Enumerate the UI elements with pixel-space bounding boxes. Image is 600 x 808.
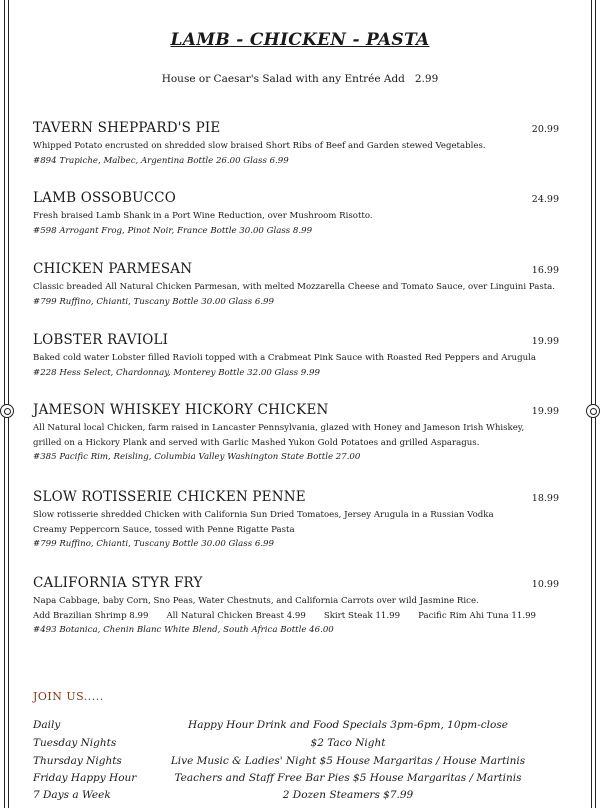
item-description-line: Slow rotisserie shredded Chicken with California Sun Dried Tomatoes, Jersey Arugula in a Russian Vodka: [33, 510, 494, 520]
menu-item-lamb-ossobucco: [33, 190, 563, 238]
item-name: JAMESON WHISKEY HICKORY CHICKEN: [33, 402, 329, 418]
item-description-line: grilled on a Hickory Plank and served with Garlic Mashed Yukon Gold Potatoes and grilled Asparagus.: [33, 437, 480, 448]
right-ornament-icon: [586, 404, 600, 418]
addon-chicken: All Natural Chicken Breast 4.99: [166, 610, 306, 621]
event-day: 7 Days a Week: [33, 789, 111, 801]
wine-pairing: #799 Ruffino, Chianti, Tuscany Bottle 30.00 Glass 6.99: [33, 539, 274, 549]
item-description: [33, 421, 563, 450]
event-day: Friday Happy Hour: [33, 772, 137, 784]
page-title: LAMB - CHICKEN - PASTA: [170, 30, 430, 50]
item-price: 18.99: [531, 493, 559, 504]
event-text: Live Music & Ladies' Night $5 House Margaritas / House Martinis: [170, 755, 526, 767]
item-description-line: Creamy Peppercorn Sauce, tossed with Penne Rigatte Pasta: [33, 524, 295, 535]
item-name: TAVERN SHEPPARD'S PIE: [33, 120, 221, 136]
menu-item-rotisserie-penne: [33, 489, 563, 552]
wine-pairing: #385 Pacific Rim, Reisling, Columbia Valley Washington State Bottle 27.00: [33, 452, 361, 462]
item-description-line: All Natural local Chicken, farm raised in Lancaster Pennsylvania, glazed with Honey and Jameson Irish Whiskey,: [33, 423, 525, 433]
menu-item-sheppards-pie: [33, 120, 563, 168]
event-day: Daily: [33, 719, 61, 731]
addon-steak: Skirt Steak 11.99: [323, 610, 401, 621]
wine-pairing: #598 Arrogant Frog, Pinot Noir, France Bottle 30.00 Glass 8.99: [33, 225, 313, 236]
menu-item-jameson-chicken: [33, 402, 563, 465]
item-name: CALIFORNIA STYR FRY: [33, 575, 203, 591]
event-day: Tuesday Nights: [33, 737, 117, 749]
wine-pairing: #228 Hess Select, Chardonnay, Monterey Bottle 32.00 Glass 9.99: [33, 367, 320, 378]
addon-tuna: Pacific Rim Ahi Tuna 11.99: [418, 610, 536, 621]
wine-pairing: #894 Trapiche, Malbec, Argentina Bottle 26.00 Glass 6.99: [33, 155, 289, 166]
item-description: [33, 508, 563, 537]
wine-pairing: #799 Ruffino, Chianti, Tuscany Bottle 30.00 Glass 6.99: [33, 296, 274, 307]
item-price: 16.99: [531, 265, 559, 276]
join-us-heading: JOIN US.....: [33, 690, 104, 703]
menu-item-styr-fry: [33, 575, 563, 638]
item-price: 19.99: [531, 336, 559, 347]
salad-price: 2.99: [414, 73, 439, 85]
left-ornament-icon: [0, 404, 14, 418]
item-name: CHICKEN PARMESAN: [33, 261, 193, 277]
item-price: 24.99: [531, 194, 559, 205]
item-price: 10.99: [531, 579, 559, 590]
menu-item-chicken-parmesan: [33, 261, 563, 309]
event-text: $2 Taco Night: [310, 737, 386, 749]
item-price: 20.99: [531, 124, 559, 135]
event-text: 2 Dozen Steamers $7.99: [282, 789, 414, 801]
event-text: Happy Hour Drink and Food Specials 3pm-6pm, 10pm-close: [188, 719, 508, 731]
item-name: LOBSTER RAVIOLI: [33, 332, 169, 348]
wine-pairing: #493 Botanica, Chenin Blanc White Blend, South Africa Bottle 46.00: [33, 625, 334, 635]
addon-shrimp: Add Brazilian Shrimp 8.99: [33, 610, 149, 621]
menu-item-lobster-ravioli: [33, 332, 563, 380]
item-description: Fresh braised Lamb Shank in a Port Wine Reduction, over Mushroom Risotto.: [33, 211, 373, 221]
item-description: Classic breaded All Natural Chicken Parmesan, with melted Mozzarella Cheese and Tomato Sauce, over Linguini Pasta.: [33, 282, 556, 292]
event-day: Thursday Nights: [33, 755, 122, 767]
item-price: 19.99: [531, 406, 559, 417]
salad-note-text: House or Caesar's Salad with any Entrée Add: [161, 73, 405, 85]
item-addons: [33, 609, 563, 624]
item-description: Whipped Potato encrusted on shredded slow braised Short Ribs of Beef and Garden stewed Vegetables.: [33, 141, 486, 151]
item-description: Napa Cabbage, baby Corn, Sno Peas, Water Chestnuts, and California Carrots over wild Jasmine Rice.: [33, 596, 479, 606]
event-text: Teachers and Staff Free Bar Pies $5 House Margaritas / Martinis: [174, 772, 522, 784]
item-name: SLOW ROTISSERIE CHICKEN PENNE: [33, 489, 306, 505]
salad-note: [0, 73, 600, 85]
item-name: LAMB OSSOBUCCO: [33, 190, 176, 206]
item-description: Baked cold water Lobster filled Ravioli topped with a Crabmeat Pink Sauce with Roasted Red Peppers and Arugula: [33, 353, 536, 363]
